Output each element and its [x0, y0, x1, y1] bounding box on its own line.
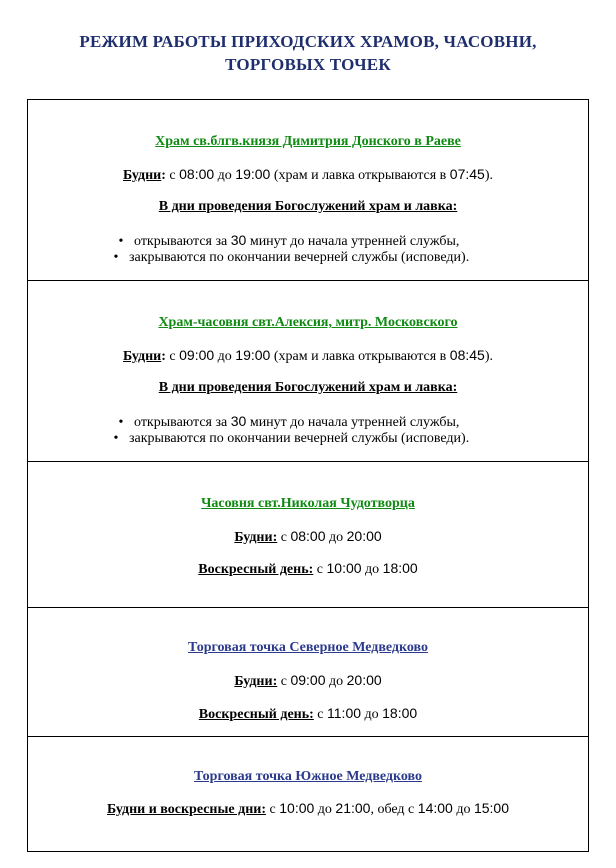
- all-days-label: Будни и воскресные дни:: [107, 802, 267, 817]
- section-dmitry-donskoy: [28, 100, 588, 281]
- section-severnoe-medvedkovo: [28, 608, 588, 737]
- weekdays-line: Будни: с 09:00 до 19:00 (храм и лавка открываются в 08:45).: [122, 347, 494, 364]
- weekdays-label: Будни:: [234, 674, 278, 689]
- schedule-table: [27, 99, 589, 852]
- list-item: • закрываются по окончании вечерней службы (исповеди).: [28, 431, 616, 447]
- weekdays-label: Будни:: [234, 530, 278, 545]
- page-title-line2: ТОРГОВЫХ ТОЧЕК: [225, 55, 391, 74]
- section-header: Храм св.блгв.князя Димитрия Донского в Раеве: [155, 134, 461, 149]
- bullet-icon: •: [113, 431, 119, 446]
- sunday-label: Воскресный день:: [198, 562, 314, 577]
- all-days-line: Будни и воскресные дни: с 10:00 до 21:00, обед с 14:00 до 15:00: [107, 800, 509, 817]
- service-heading: В дни проведения Богослужений храм и лавка:: [158, 380, 458, 395]
- page-title-line1: РЕЖИМ РАБОТЫ ПРИХОДСКИХ ХРАМОВ, ЧАСОВНИ,: [79, 32, 537, 51]
- bullet-icon: •: [118, 415, 124, 430]
- page-title: [0, 30, 616, 76]
- service-heading: В дни проведения Богослужений храм и лавка:: [158, 199, 458, 214]
- section-header: Часовня свт.Николая Чудотворца: [201, 496, 415, 511]
- weekdays-line: Будни: с 09:00 до 20:00: [234, 672, 382, 689]
- weekdays-label: Будни: [122, 349, 162, 364]
- list-item: • закрываются по окончании вечерней службы (исповеди).: [28, 250, 616, 266]
- section-header: Торговая точка Северное Медведково: [187, 640, 429, 655]
- weekdays-label: Будни: [122, 168, 162, 183]
- sunday-label: Воскресный день:: [198, 707, 314, 722]
- section-aleksiy: [28, 281, 588, 462]
- section-yuzhnoe-medvedkovo: [28, 737, 588, 851]
- section-header: Храм-часовня свт.Алексия, митр. Московского: [158, 315, 458, 330]
- sunday-line: Воскресный день: с 10:00 до 18:00: [198, 560, 418, 577]
- weekdays-line: Будни: с 08:00 до 20:00: [234, 528, 382, 545]
- list-item: • открываются за 30 минут до начала утренней службы,: [28, 232, 616, 250]
- weekdays-line: Будни: с 08:00 до 19:00 (храм и лавка открываются в 07:45).: [122, 166, 494, 183]
- sunday-line: Воскресный день: с 11:00 до 18:00: [198, 705, 418, 722]
- bullet-icon: •: [118, 234, 124, 249]
- section-header: Торговая точка Южное Медведково: [193, 769, 423, 784]
- bullet-icon: •: [113, 250, 119, 265]
- section-nikolay: [28, 462, 588, 608]
- list-item: • открываются за 30 минут до начала утренней службы,: [28, 413, 616, 431]
